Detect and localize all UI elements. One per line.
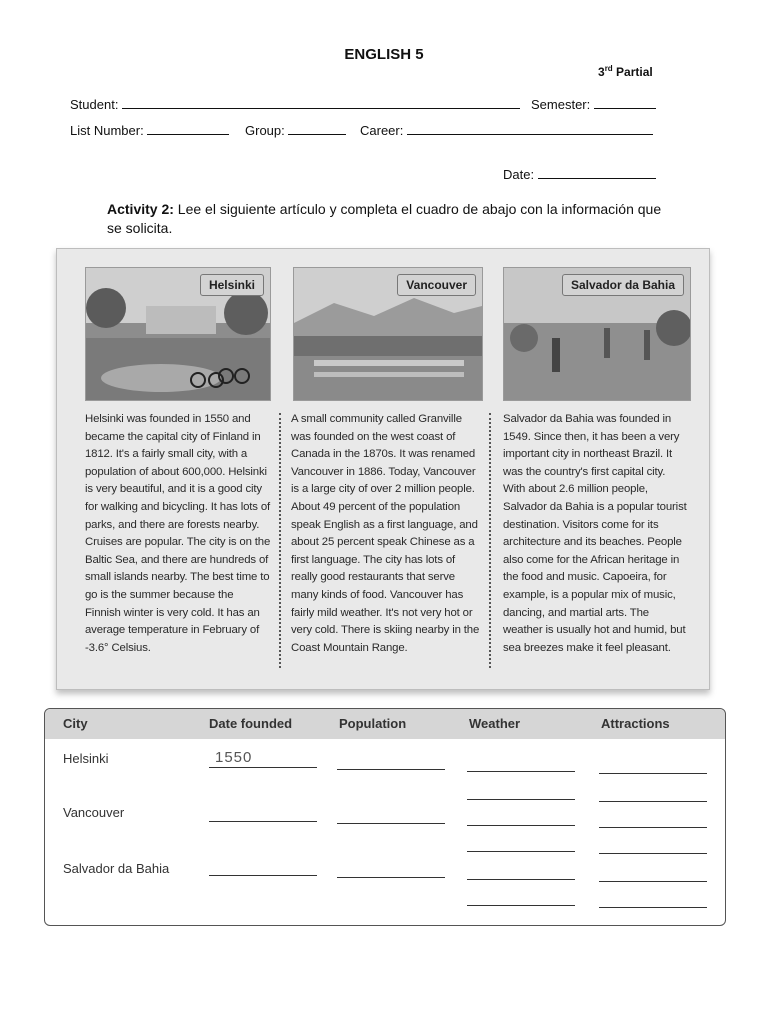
header-attractions: Attractions <box>601 716 670 731</box>
header-population: Population <box>339 716 407 731</box>
table-header <box>45 709 725 739</box>
answer-line[interactable] <box>467 879 575 880</box>
answer-line[interactable] <box>467 799 575 800</box>
answer-line[interactable] <box>599 773 707 774</box>
partial-number: 3 <box>598 65 605 79</box>
salvador-photo <box>503 267 691 401</box>
helsinki-photo <box>85 267 271 401</box>
semester-field[interactable] <box>531 96 656 112</box>
row-vancouver: Vancouver <box>63 805 125 820</box>
date-label: Date: <box>503 167 535 182</box>
header-date-founded: Date founded <box>209 716 293 731</box>
vancouver-photo <box>293 267 483 401</box>
answer-line[interactable] <box>337 877 445 878</box>
activity-text: Lee el siguiente artículo y completa el cuadro de abajo con la información que se solicita. <box>107 201 662 236</box>
column-divider <box>489 413 491 668</box>
reading-panel <box>56 248 710 690</box>
answer-line[interactable] <box>467 825 575 826</box>
column-divider <box>279 413 281 668</box>
semester-label: Semester: <box>531 97 591 112</box>
career-blank[interactable] <box>407 122 653 135</box>
answer-line[interactable] <box>599 881 707 882</box>
list-number-label: List Number: <box>70 123 144 138</box>
answer-line[interactable] <box>599 827 707 828</box>
header-city: City <box>63 716 88 731</box>
city-tag-vancouver: Vancouver <box>397 274 476 296</box>
answer-line[interactable] <box>209 875 317 876</box>
date-field[interactable] <box>503 166 656 182</box>
student-label: Student: <box>70 97 119 112</box>
page-title: ENGLISH 5 <box>344 46 424 63</box>
city-tag-salvador: Salvador da Bahia <box>562 274 684 296</box>
helsinki-article: Helsinki was founded in 1550 and became the capital city of Finland in 1812. It's a fairly small city, with a population of about 600,000. Helsinki is very beautiful, and it is a good city for walking and bicycling. It has lots of parks, and there are forests nearby. Cruises are popular. The city is on the Baltic Sea, and there are hundreds of small islands nearby. The best time to go is the summer because the Finnish winter is very cold. It has an average temperature in February of -3.6° Celsius. <box>85 413 271 654</box>
answer-line[interactable] <box>337 769 445 770</box>
answer-line[interactable] <box>599 801 707 802</box>
answer-line[interactable] <box>599 853 707 854</box>
partial-suffix: rd <box>604 64 613 73</box>
header-weather: Weather <box>469 716 521 731</box>
partial-text: Partial <box>612 65 653 79</box>
city-table <box>44 708 726 926</box>
list-number-blank[interactable] <box>147 122 229 135</box>
row-helsinki: Helsinki <box>63 751 109 766</box>
answer-line[interactable] <box>467 771 575 772</box>
student-field[interactable] <box>70 96 520 112</box>
group-field[interactable] <box>245 122 346 138</box>
vancouver-article: A small community called Granville was founded on the west coast of Canada in the 1870s. It was renamed Vancouver in 1886. Today, Vancouver is a large city of over 2 million people. About 49 percent of the population speak English as a first language, and about 25 percent speak Chinese as a first language. The city has lots of really good restaurants that serve many kinds of food. Vancouver has fairly mild weather. It's not very hot or very cold. There is skiing nearby in the Coast Mountain Range. <box>291 413 480 654</box>
activity-label: Activity 2: <box>107 201 174 217</box>
student-blank[interactable] <box>122 96 520 109</box>
date-blank[interactable] <box>538 166 656 179</box>
group-blank[interactable] <box>288 122 346 135</box>
answer-line[interactable] <box>467 905 575 906</box>
semester-blank[interactable] <box>594 96 656 109</box>
answer-line[interactable] <box>209 821 317 822</box>
list-number-field[interactable] <box>70 122 229 138</box>
activity-instructions <box>107 200 667 238</box>
group-label: Group: <box>245 123 285 138</box>
answer-line[interactable] <box>337 823 445 824</box>
answer-line[interactable] <box>209 767 317 768</box>
answer-line[interactable] <box>467 851 575 852</box>
partial-label <box>598 64 653 79</box>
career-field[interactable] <box>360 122 653 138</box>
city-tag-helsinki: Helsinki <box>200 274 264 296</box>
career-label: Career: <box>360 123 404 138</box>
salvador-article: Salvador da Bahia was founded in 1549. Since then, it has been a very important city in northeast Brazil. It was the country's first capital city. With about 2.6 million people, Salvador da Bahia is a popular tourist destination. Visitors come for its architecture and its beaches. People also come for the African heritage in the food and music. Capoeira, for example, is a popular mix of music, dancing, and martial arts. The weather is usually hot and humid, but sea breezes make it feel pleasant. <box>503 413 687 654</box>
helsinki-date-answer[interactable]: 1550 <box>215 749 253 766</box>
row-salvador: Salvador da Bahia <box>63 861 170 876</box>
answer-line[interactable] <box>599 907 707 908</box>
